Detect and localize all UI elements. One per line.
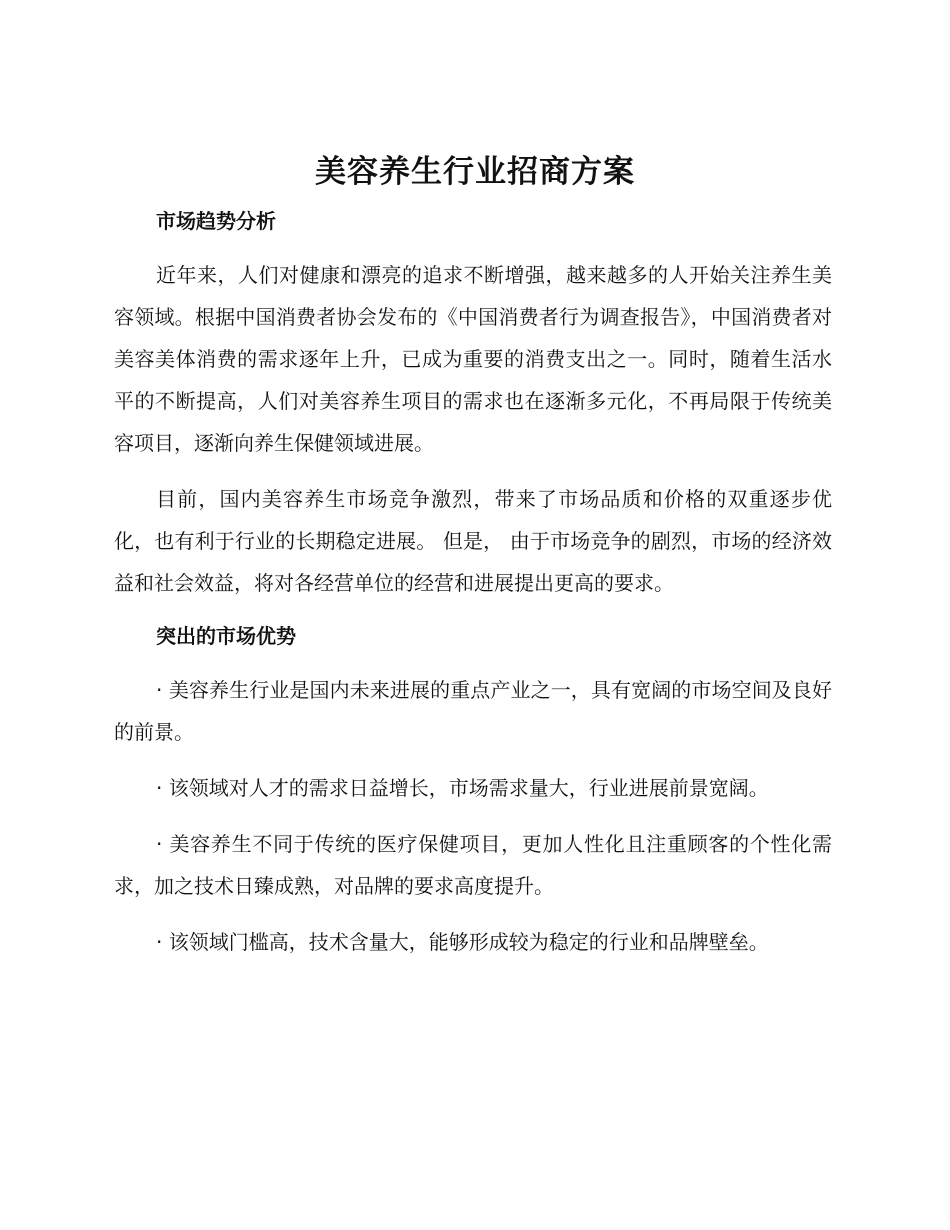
paragraph: 目前，国内美容养生市场竞争激烈，带来了市场品质和价格的双重逐步优化，也有利于行业的长期稳定进展。 但是， 由于市场竞争的剧烈，市场的经济效益和社会效益，将对各经营单位的经营和进展提出更高的要求。	[114, 487, 832, 595]
list-item: · 美容养生不同于传统的医疗保健项目，更加人性化且注重顾客的个性化需求，加之技术日臻成熟，对品牌的要求高度提升。	[114, 832, 832, 898]
section-heading: 市场趋势分析	[156, 209, 276, 233]
list-item: · 该领域门槛高，技术含量大，能够形成较为稳定的行业和品牌壁垒。	[156, 930, 769, 954]
section-market-advantages	[114, 617, 832, 963]
section-market-trend	[114, 202, 832, 604]
document-body	[114, 202, 832, 977]
paragraph: 近年来，人们对健康和漂亮的追求不断增强，越来越多的人开始关注养生美容领域。根据中国消费者协会发布的《中国消费者行为调查报告》，中国消费者对美容美体消费的需求逐年上升，已成为重要的消费支出之一。同时，随着生活水平的不断提高，人们对美容养生项目的需求也在逐渐多元化，不再局限于传统美容项目，逐渐向养生保健领域进展。	[114, 263, 832, 455]
list-item: · 美容养生行业是国内未来进展的重点产业之一，具有宽阔的市场空间及良好的前景。	[114, 678, 832, 744]
advantage-list	[114, 669, 832, 963]
list-item: · 该领域对人才的需求日益增长，市场需求量大，行业进展前景宽阔。	[156, 776, 769, 800]
document-title: 美容养生行业招商方案	[315, 154, 635, 190]
section-heading: 突出的市场优势	[156, 624, 296, 648]
